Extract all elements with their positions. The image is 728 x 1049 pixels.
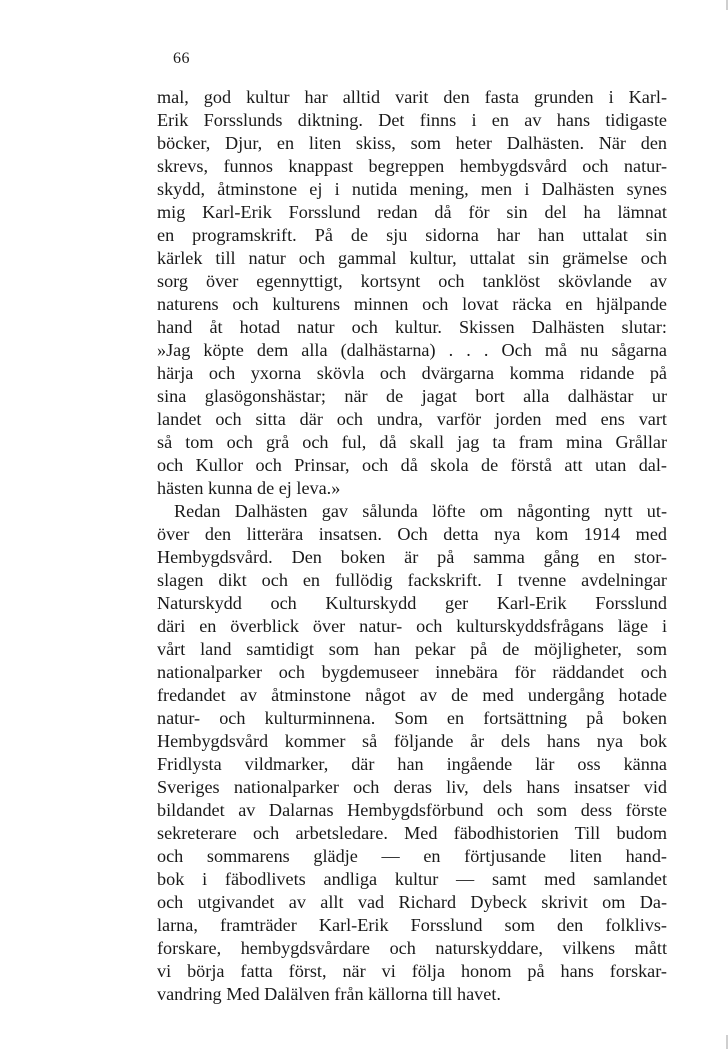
text-line: Erik Forsslunds diktning. Det finns i en av hans tidigaste	[157, 110, 667, 130]
text-line: nationalparker och bygdemuseer innebära för räddandet och	[157, 662, 667, 682]
text-line: Fridlysta vildmarker, där han ingående lär oss känna	[157, 754, 667, 774]
text-line: sorg över egennyttigt, kortsynt och tanklöst skövlande av	[157, 271, 667, 291]
text-line: och utgivandet av allt vad Richard Dybeck skrivit om Da-	[157, 892, 667, 912]
text-line: bok i fäbodlivets andliga kultur — samt med samlandet	[157, 869, 667, 889]
text-line: så tom och grå och ful, då skall jag ta fram mina Grållar	[157, 432, 667, 452]
text-line: vårt land samtidigt som han pekar på de möjligheter, som	[157, 639, 667, 659]
text-line: bildandet av Dalarnas Hembygdsförbund och som dess förste	[157, 800, 667, 820]
text-line: larna, framträder Karl-Erik Forsslund som den folklivs-	[157, 915, 667, 935]
body-text	[157, 86, 667, 1006]
text-line: skrevs, funnos knappast begreppen hembygdsvård och natur-	[157, 156, 667, 176]
text-line: landet och sitta där och undra, varför jorden med ens vart	[157, 409, 667, 429]
text-line: Redan Dalhästen gav sålunda löfte om någonting nytt ut-	[174, 501, 667, 521]
page-number: 66	[173, 50, 190, 67]
text-line: skydd, åtminstone ej i nutida mening, men i Dalhästen synes	[157, 179, 667, 199]
text-line: sekreterare och arbetsledare. Med fäbodhistorien Till budom	[157, 823, 667, 843]
text-line: över den litterära insatsen. Och detta nya kom 1914 med	[157, 524, 667, 544]
text-line: vi börja fatta först, när vi följa honom på hans forskar-	[157, 961, 667, 981]
text-line: mal, god kultur har alltid varit den fasta grunden i Karl-	[157, 87, 667, 107]
text-line: en programskrift. På de sju sidorna har han uttalat sin	[157, 225, 667, 245]
text-line: »Jag köpte dem alla (dalhästarna) . . . Och må nu sågarna	[157, 340, 667, 360]
text-line: däri en överblick över natur- och kulturskyddsfrågans läge i	[157, 616, 667, 636]
text-line: och sommarens glädje — en förtjusande liten hand-	[157, 846, 667, 866]
text-line: böcker, Djur, en liten skiss, som heter Dalhästen. När den	[157, 133, 667, 153]
text-line: Hembygdsvård kommer så följande år dels hans nya bok	[157, 731, 667, 751]
text-line: Sveriges nationalparker och deras liv, dels hans insatser vid	[157, 777, 667, 797]
text-line: naturens och kulturens minnen och lovat räcka en hjälpande	[157, 294, 667, 314]
text-line: vandring Med Dalälven från källorna till havet.	[157, 984, 501, 1004]
text-line: hästen kunna de ej leva.»	[157, 478, 341, 498]
text-line: fredandet av åtminstone något av de med undergång hotade	[157, 685, 667, 705]
text-line: Naturskydd och Kulturskydd ger Karl-Erik Forsslund	[157, 593, 667, 613]
paragraph	[157, 500, 667, 1006]
text-line: härja och yxorna skövla och dvärgarna komma ridande på	[157, 363, 667, 383]
paragraph	[157, 86, 667, 500]
text-line: forskare, hembygdsvårdare och naturskyddare, vilkens mått	[157, 938, 667, 958]
text-line: och Kullor och Prinsar, och då skola de förstå att utan dal-	[157, 455, 667, 475]
text-line: mig Karl-Erik Forsslund redan då för sin del ha lämnat	[157, 202, 667, 222]
text-line: Hembygdsvård. Den boken är på samma gång en stor-	[157, 547, 667, 567]
text-line: sina glasögonshästar; när de jagat bort alla dalhästar ur	[157, 386, 667, 406]
text-line: hand åt hotad natur och kultur. Skissen Dalhästen slutar:	[157, 317, 667, 337]
text-line: kärlek till natur och gammal kultur, uttalat sin grämelse och	[157, 248, 667, 268]
text-line: slagen dikt och en fullödig fackskrift. I tvenne avdelningar	[157, 570, 667, 590]
text-line: natur- och kulturminnena. Som en fortsättning på boken	[157, 708, 667, 728]
